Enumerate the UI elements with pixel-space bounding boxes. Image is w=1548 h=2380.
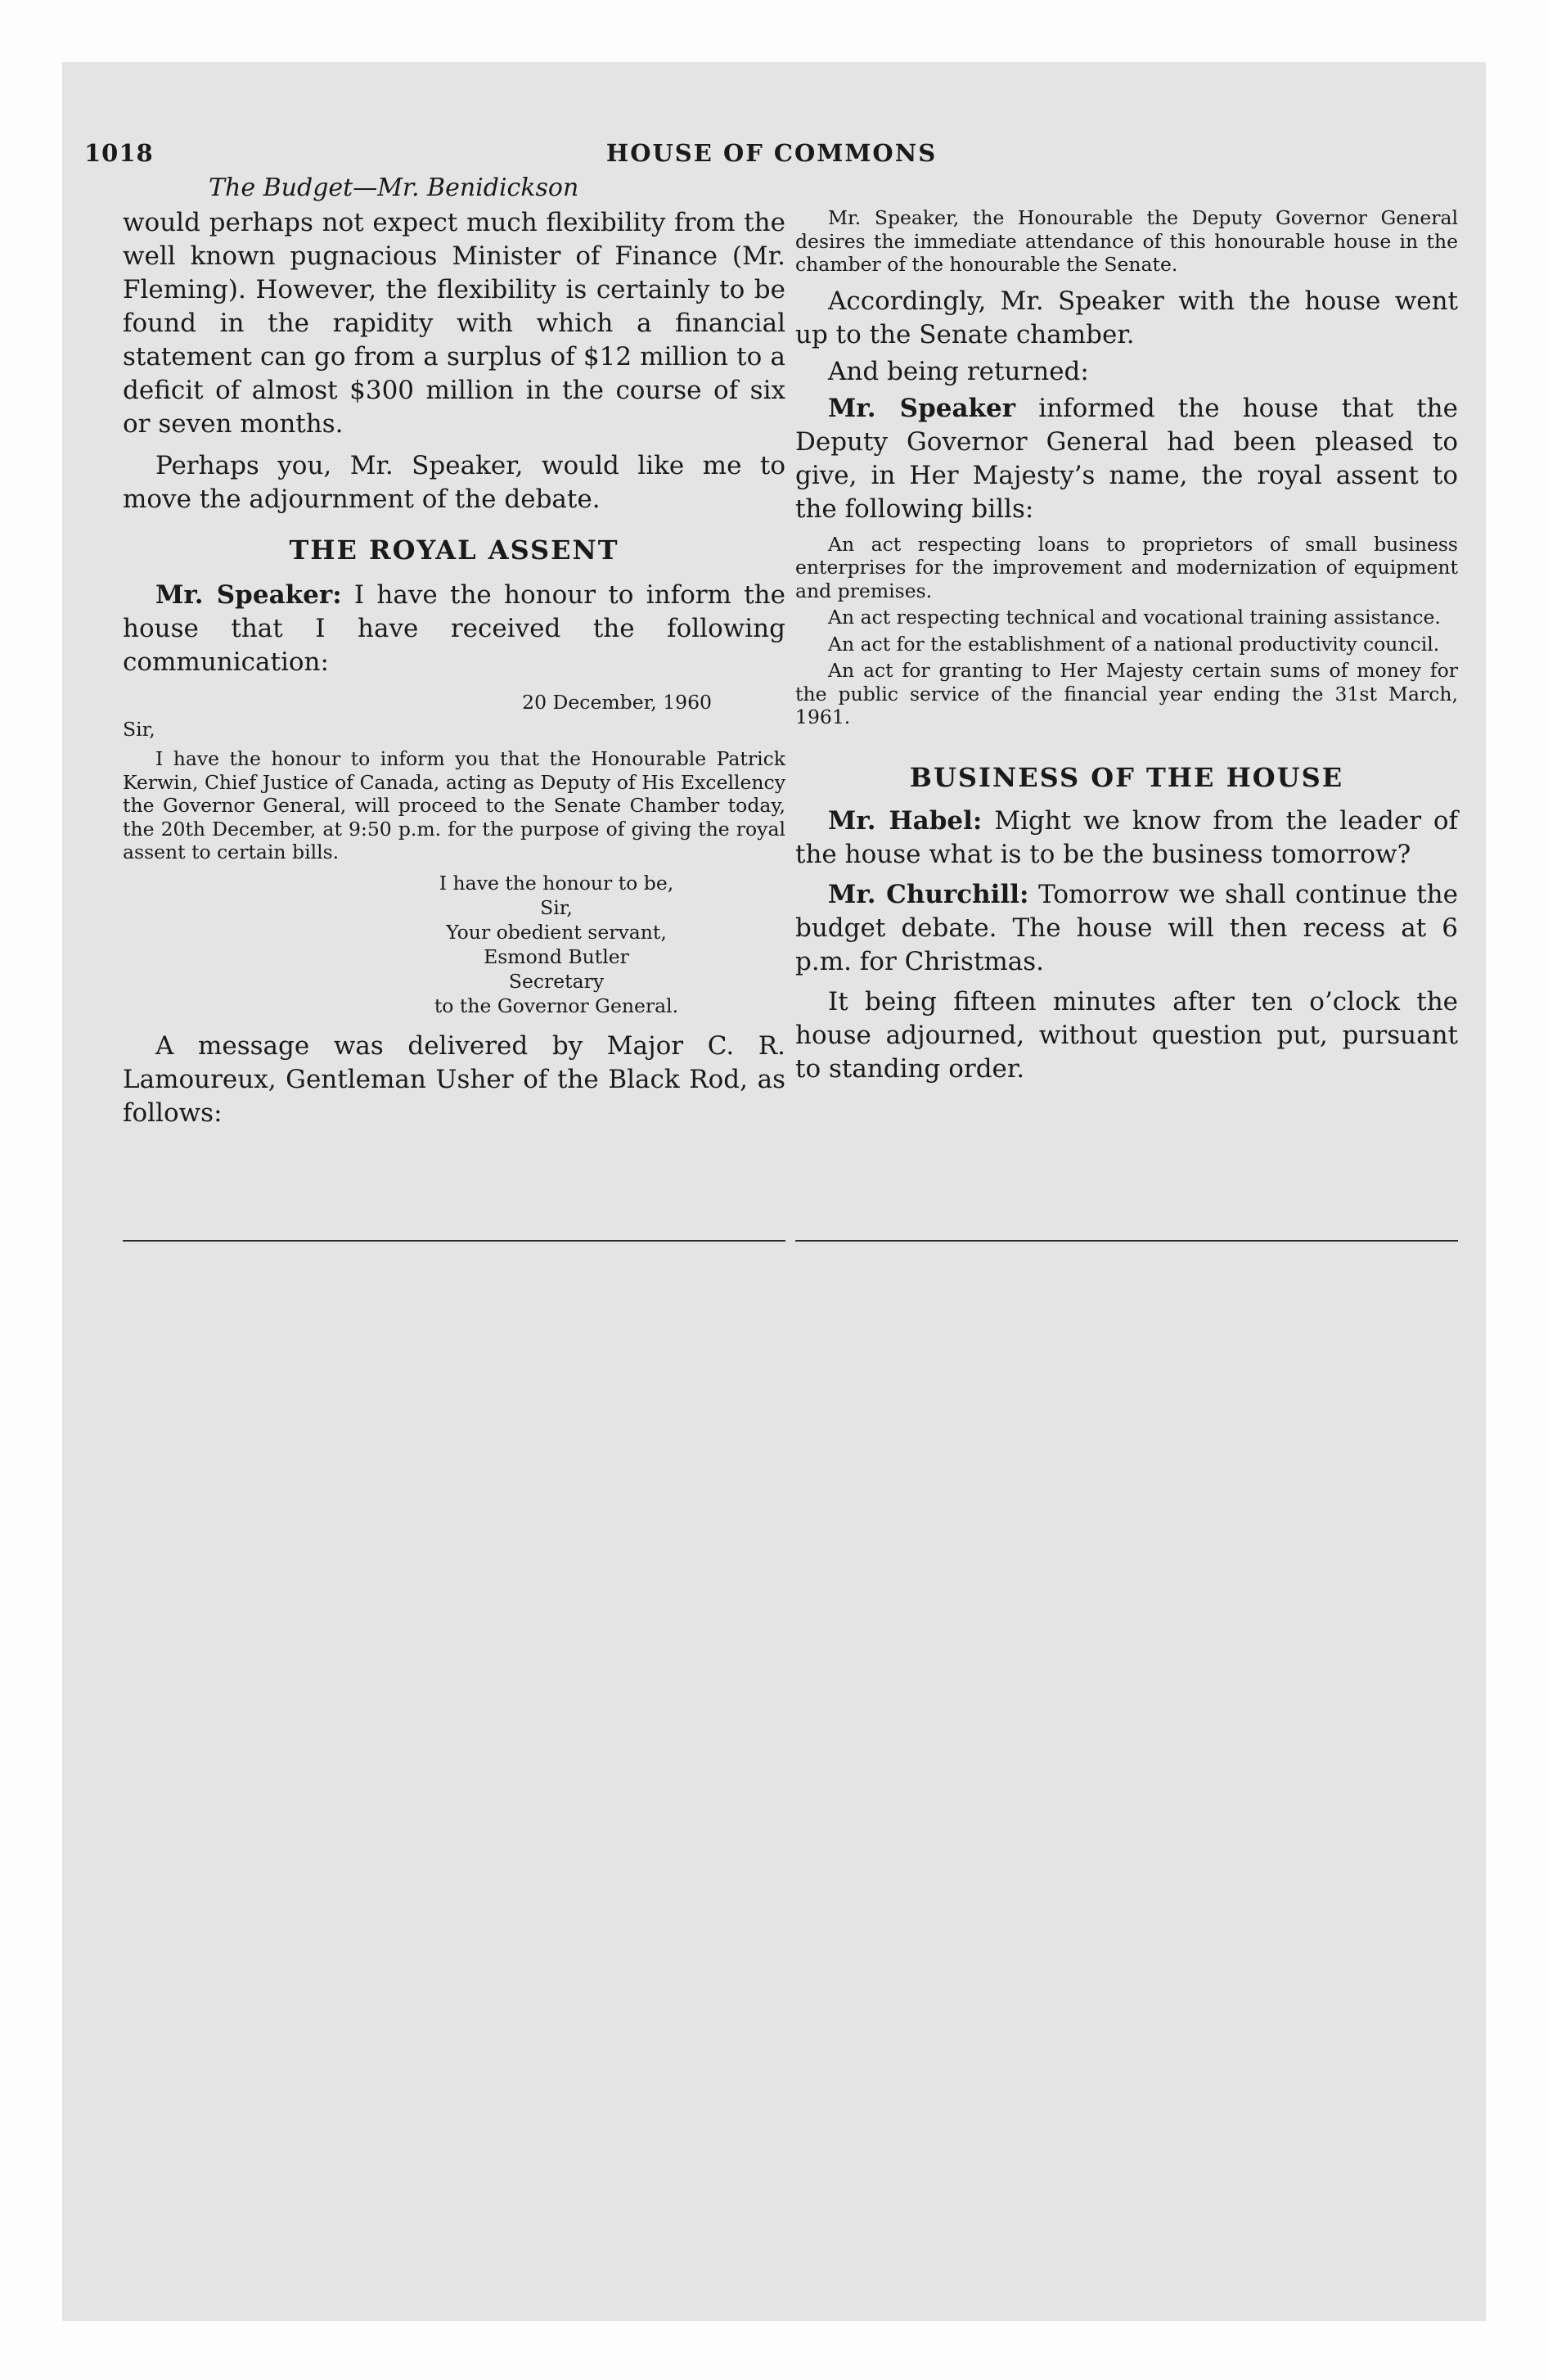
letter-date: 20 December, 1960 xyxy=(522,691,712,714)
speech-text: informed the house that the Deputy Governor General had been pleased to give, in Her Majesty’s name, the royal assent to the following bills: xyxy=(795,393,1458,524)
speech-text: I have the honour to inform the house that I have received the following communication: xyxy=(123,580,785,677)
paragraph xyxy=(123,579,785,679)
letter-close: I have the honour to be, xyxy=(439,871,674,895)
page-header xyxy=(84,139,1459,175)
section-heading-royal-assent: THE ROYAL ASSENT xyxy=(289,534,619,566)
speaker-name: Mr. Habel: xyxy=(828,805,983,836)
paragraph xyxy=(795,392,1458,526)
running-title: HOUSE OF COMMONS xyxy=(605,139,938,167)
letter-close: Your obedient servant, xyxy=(446,920,667,944)
speaker-name: Mr. Speaker xyxy=(828,393,1016,423)
letter-close: Sir, xyxy=(540,895,573,919)
black-rod-message: Mr. Speaker, the Honourable the Deputy Governor General desires the immediate attendance of this honourable house in the chamber of the honourable the Senate. xyxy=(795,206,1458,276)
paragraph: And being returned: xyxy=(828,356,1089,386)
paragraph: It being fifteen minutes after ten o’clock the house adjourned, without question put, pursuant to standing order. xyxy=(795,986,1458,1084)
section-heading-business: BUSINESS OF THE HOUSE xyxy=(909,761,1344,793)
speaker-name: Mr. Speaker: xyxy=(155,580,342,610)
paragraph xyxy=(795,878,1458,979)
paragraph: would perhaps not expect much flexibility from the well known pugnacious Minister of Finance (Mr. Fleming). However, the flexibility is certainly to be found in the rapidity with which a financial statement can go from a surplus of $12 million to a deficit of almost $300 million in the course of six or seven months. xyxy=(123,208,785,439)
paragraph: Accordingly, Mr. Speaker with the house went up to the Senate chamber. xyxy=(795,286,1458,349)
paragraph xyxy=(795,805,1458,872)
letter-body: I have the honour to inform you that the Honourable Patrick Kerwin, Chief Justice of Canada, acting as Deputy of His Excellency the Governor General, will proceed to the Senate Chamber today, the 20th December, at 9:50 p.m. for the purpose of giving the royal assent to certain bills. xyxy=(123,747,785,863)
bill-item: An act for the establishment of a national productivity council. xyxy=(828,632,1440,656)
letter-signer-title: Secretary xyxy=(508,969,605,993)
paragraph: Perhaps you, Mr. Speaker, would like me to move the adjournment of the debate. xyxy=(123,451,785,514)
running-subheader: The Budget—Mr. Benidickson xyxy=(209,174,579,202)
left-column xyxy=(123,206,785,1130)
letter-signature: Esmond Butler xyxy=(484,944,629,968)
speech-text: Tomorrow we shall continue the budget debate. The house will then recess at 6 p.m. for Christmas. xyxy=(795,879,1458,976)
bill-item: An act for granting to Her Majesty certain sums of money for the public service of the financial year ending the 31st March, 1961. xyxy=(795,659,1458,728)
section-divider xyxy=(123,1240,785,1242)
section-divider xyxy=(795,1240,1458,1242)
speech-text: Might we know from the leader of the house what is to be the business tomorrow? xyxy=(795,805,1458,869)
speaker-name: Mr. Churchill: xyxy=(828,879,1029,909)
page-number: 1018 xyxy=(84,139,154,167)
bill-item: An act respecting technical and vocational training assistance. xyxy=(828,606,1441,629)
paragraph: A message was delivered by Major C. R. Lamoureux, Gentleman Usher of the Black Rod, as follows: xyxy=(123,1030,785,1128)
letter-signer-title: to the Governor General. xyxy=(434,994,679,1017)
letter-salutation: Sir, xyxy=(123,717,155,741)
right-column xyxy=(795,206,1458,1086)
bill-item: An act respecting loans to proprietors of small business enterprises for the improvement and modernization of equipment and premises. xyxy=(795,532,1458,602)
